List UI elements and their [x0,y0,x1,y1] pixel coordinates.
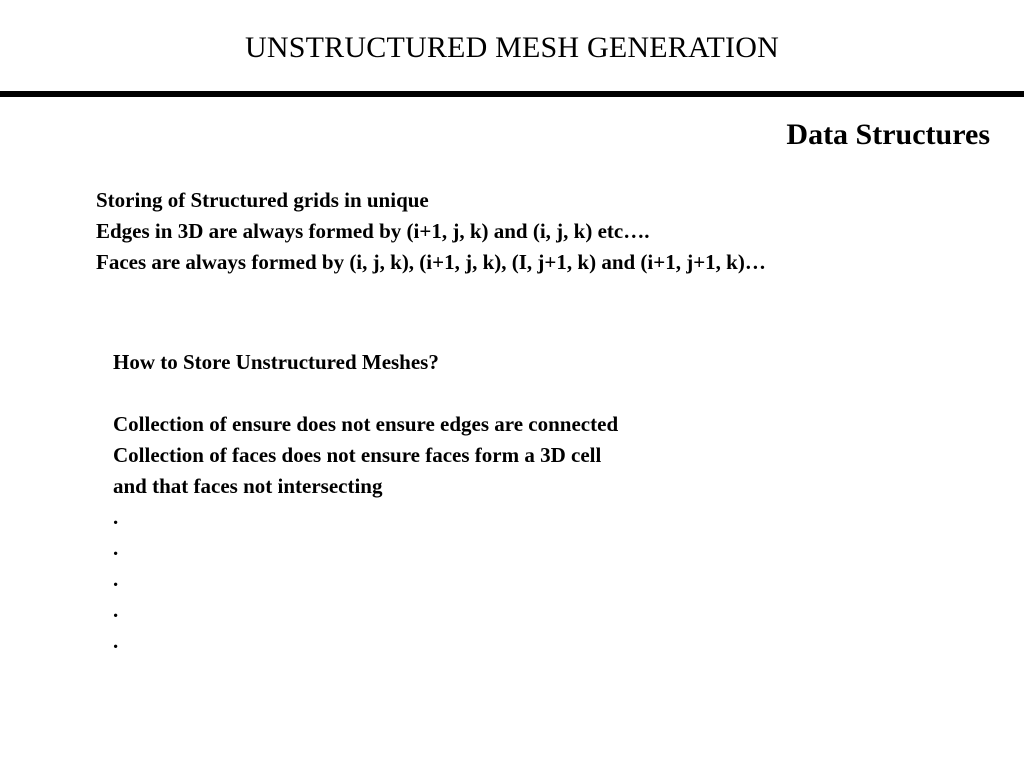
ellipsis-dot: . [113,629,119,653]
slide-title: UNSTRUCTURED MESH GENERATION [245,31,779,64]
ellipsis-dot: . [113,598,119,622]
text-line: Storing of Structured grids in unique [96,188,429,212]
structured-grids-text [96,185,766,278]
ellipsis-dot: . [113,536,119,560]
text-line: Faces are always formed by (i, j, k), (i+1, j, k), (I, j+1, k) and (i+1, j+1, k)… [96,250,766,274]
text-line: Collection of faces does not ensure faces form a 3D cell [113,443,602,467]
text-line: and that faces not intersecting [113,474,383,498]
text-line: Collection of ensure does not ensure edges are connected [113,412,619,436]
ellipsis-dot: . [113,567,119,591]
section-heading: Data Structures [786,118,990,151]
ellipsis-dot: . [113,505,119,529]
blank-line [113,378,618,409]
question-line: How to Store Unstructured Meshes? [113,350,439,374]
title-divider [0,91,1024,97]
unstructured-meshes-text [113,347,618,657]
text-line: Edges in 3D are always formed by (i+1, j, k) and (i, j, k) etc…. [96,219,650,243]
